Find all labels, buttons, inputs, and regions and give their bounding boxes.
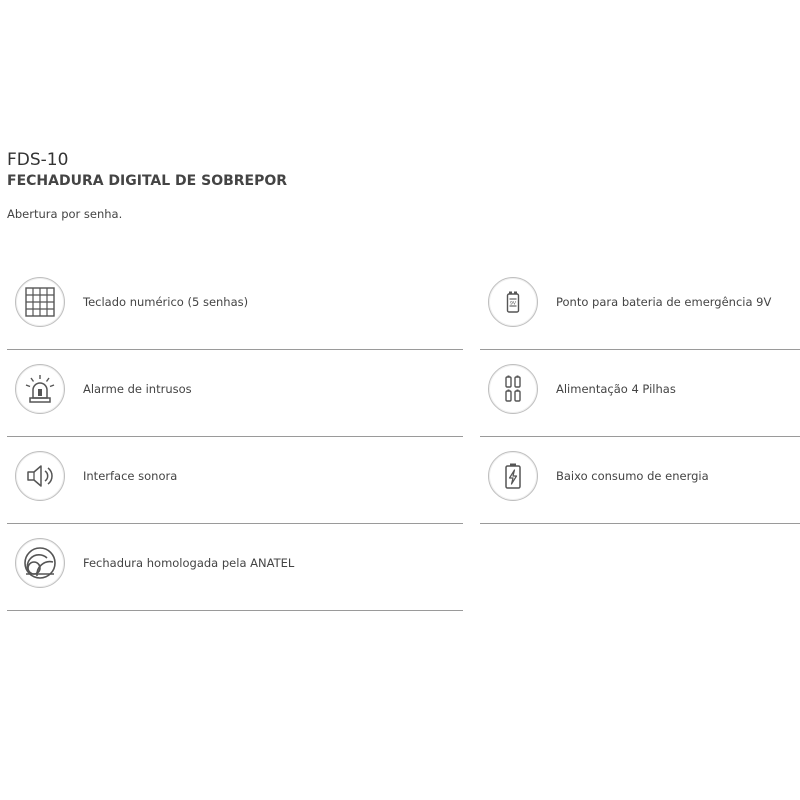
feature-label: Alarme de intrusos — [83, 382, 192, 396]
svg-text:9V: 9V — [510, 301, 516, 307]
speaker-icon — [15, 451, 65, 501]
feature-four-batteries — [480, 350, 800, 437]
feature-label: Ponto para bateria de emergência 9V — [556, 295, 772, 309]
four-batteries-icon — [488, 364, 538, 414]
alarm-siren-icon — [15, 364, 65, 414]
anatel-logo-icon — [15, 538, 65, 588]
battery-9v-icon — [488, 277, 538, 327]
feature-label: Baixo consumo de energia — [556, 469, 709, 483]
feature-label: Alimentação 4 Pilhas — [556, 382, 676, 396]
feature-alarm — [7, 350, 463, 437]
feature-label: Interface sonora — [83, 469, 178, 483]
feature-keypad — [7, 263, 463, 350]
product-description: Abertura por senha. — [7, 207, 123, 221]
low-energy-battery-icon — [488, 451, 538, 501]
feature-label: Teclado numérico (5 senhas) — [83, 295, 249, 309]
feature-label: Fechadura homologada pela ANATEL — [83, 556, 295, 570]
feature-anatel — [7, 524, 463, 611]
feature-sound — [7, 437, 463, 524]
product-name: FECHADURA DIGITAL DE SOBREPOR — [7, 173, 288, 189]
keypad-icon — [15, 277, 65, 327]
feature-low-energy — [480, 437, 800, 524]
product-model: FDS-10 — [7, 150, 69, 170]
feature-battery-9v — [480, 263, 800, 350]
